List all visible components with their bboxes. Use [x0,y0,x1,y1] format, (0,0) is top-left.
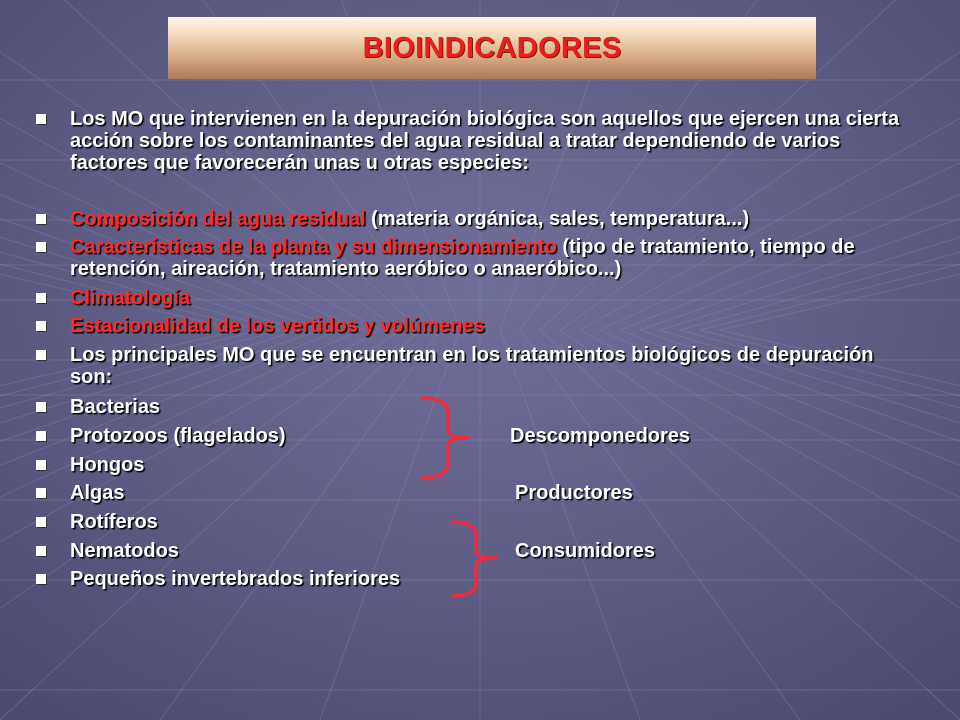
square-bullet-icon [36,517,46,527]
brace-descomponedores-icon [418,394,478,482]
brace-consumidores-icon [448,518,508,600]
square-bullet-icon [36,546,46,556]
square-bullet-icon [36,242,46,252]
bullet-text: Pequeños invertebrados inferiores [70,568,401,590]
square-bullet-icon [36,114,46,124]
bullet-text: Protozoos (flagelados) [70,425,286,447]
bullet-text: Los MO que intervienen en la depuración biológica son aquellos que ejercen una cierta acción sobre los contaminantes del agua residual a tratar dependiendo de varios factores que favorecerán unas u otras especies: [70,108,900,174]
group-label-consumidores: Consumidores [515,540,656,562]
bullet-text: (tipo de tratamiento, tiempo de retención, aireación, tratamiento aeróbico o anaeróbico...) [70,236,855,280]
square-bullet-icon [36,293,46,303]
square-bullet-icon [36,460,46,470]
group-label-descomponedores: Descomponedores [510,425,691,447]
square-bullet-icon [36,431,46,441]
bullet-text: (materia orgánica, sales, temperatura...) [365,208,750,230]
bullet-text: Algas [70,482,125,504]
highlight-text: Climatología [70,287,191,309]
highlight-text: Características de la planta y su dimensionamiento [70,236,557,258]
square-bullet-icon [36,214,46,224]
highlight-text: Estacionalidad de los vertidos y volúmenes [70,315,485,337]
list-item [36,482,916,504]
group-label-productores: Productores [515,482,633,504]
square-bullet-icon [36,402,46,412]
list-item [36,344,916,388]
page-title: BIOINDICADORES [362,31,622,64]
square-bullet-icon [36,321,46,331]
bullet-text: Bacterias [70,396,161,418]
list-item [36,108,916,174]
list-item [36,287,916,309]
bullet-text: Nematodos [70,540,179,562]
list-item [36,236,916,280]
list-item [36,315,916,337]
bullet-text: Los principales MO que se encuentran en los tratamientos biológicos de depuración son: [70,344,874,388]
square-bullet-icon [36,350,46,360]
square-bullet-icon [36,574,46,584]
list-item [36,208,916,230]
square-bullet-icon [36,488,46,498]
bullet-text: Hongos [70,454,145,476]
highlight-text: Composición del agua residual [70,208,366,230]
bullet-text: Rotíferos [70,511,158,533]
title-banner [168,17,816,79]
